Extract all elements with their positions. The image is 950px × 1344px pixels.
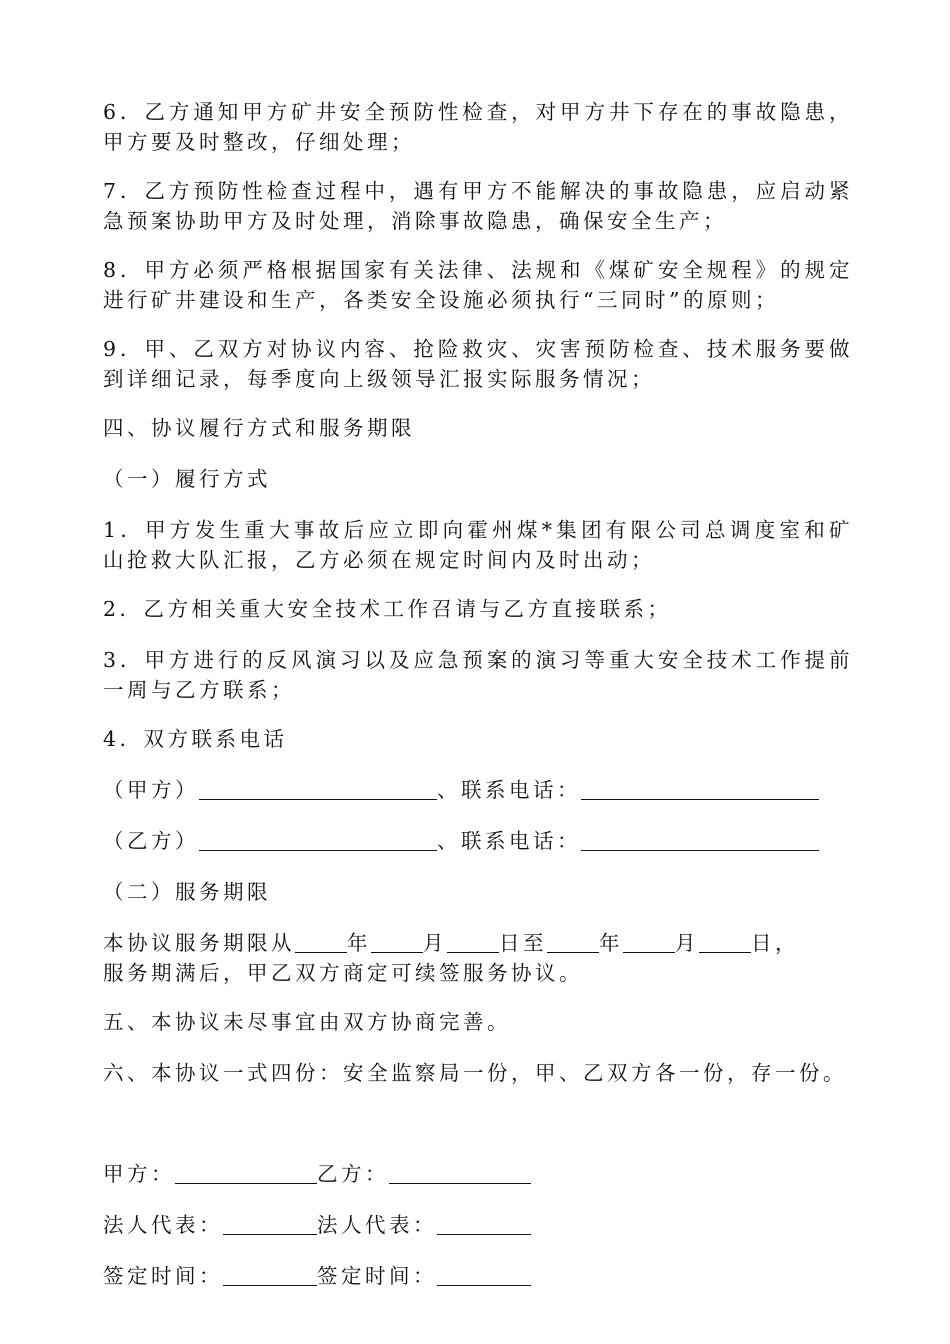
signature-parties-row: [103, 1159, 853, 1189]
party-b-phone-field[interactable]: [581, 830, 819, 851]
year-label-2: 年: [599, 931, 623, 955]
date-a-label: 签定时间：: [103, 1264, 223, 1288]
spacer: [103, 1109, 853, 1159]
date-a-field[interactable]: [223, 1265, 317, 1286]
subsection-term: （二）服务期限: [103, 880, 271, 904]
performance-item-2: 2．乙方相关重大安全技术工作召请与乙方直接联系；: [103, 597, 672, 621]
document-page: [103, 97, 853, 1312]
clause-9: 9．甲、乙双方对协议内容、抢险救灾、灾害预防检查、技术服务要做到详细记录，每季度向上级领导汇报实际服务情况；: [103, 337, 853, 391]
year-label: 年: [347, 931, 371, 955]
start-month-field[interactable]: [371, 932, 423, 953]
end-year-field[interactable]: [547, 932, 599, 953]
section-5: 五、本协议未尽事宜由双方协商完善。: [103, 1010, 511, 1034]
month-label-2: 月: [675, 931, 699, 955]
performance-item-1: 1．甲方发生重大事故后应立即向霍州煤*集团有限公司总调度室和矿山抢救大队汇报，乙方必须在规定时间内及时出动；: [103, 518, 853, 572]
service-term-paragraph: [103, 928, 853, 988]
subsection-performance: （一）履行方式: [103, 467, 271, 491]
service-term-renewal: 服务期满后，甲乙双方商定可续签服务协议。: [103, 961, 583, 985]
rep-b-label: 法人代表：: [317, 1213, 437, 1237]
performance-item-3: 3．甲方进行的反风演习以及应急预案的演习等重大安全技术工作提前一周与乙方联系；: [103, 648, 853, 702]
end-day-field[interactable]: [699, 932, 751, 953]
performance-item-4: 4．双方联系电话: [103, 727, 288, 751]
signature-rep-row: [103, 1210, 853, 1240]
rep-a-field[interactable]: [223, 1214, 317, 1235]
section-4-heading: 四、协议履行方式和服务期限: [103, 416, 415, 440]
day-to-label: 日至: [499, 931, 547, 955]
party-a-contact-row: [103, 775, 853, 805]
party-b-phone-label: 、联系电话：: [437, 829, 581, 853]
rep-b-field[interactable]: [437, 1214, 531, 1235]
party-a-name-field[interactable]: [199, 779, 437, 800]
party-b-name-field[interactable]: [199, 830, 437, 851]
term-prefix: 本协议服务期限从: [103, 931, 295, 955]
rep-a-label: 法人代表：: [103, 1213, 223, 1237]
party-a-phone-field[interactable]: [581, 779, 819, 800]
signature-date-row: [103, 1261, 853, 1291]
clause-6: 6．乙方通知甲方矿井安全预防性检查，对甲方井下存在的事故隐患，甲方要及时整改，仔细处理；: [103, 100, 853, 154]
party-a-phone-label: 、联系电话：: [437, 778, 581, 802]
day-end-label: 日，: [751, 931, 799, 955]
party-b-label: （乙方）: [103, 829, 199, 853]
section-6: 六、本协议一式四份：安全监察局一份，甲、乙双方各一份，存一份。: [103, 1061, 847, 1085]
sign-party-b-field[interactable]: [389, 1163, 531, 1184]
start-day-field[interactable]: [447, 932, 499, 953]
party-a-label: （甲方）: [103, 778, 199, 802]
sign-party-a-label: 甲方：: [103, 1162, 175, 1186]
sign-party-a-field[interactable]: [175, 1163, 317, 1184]
end-month-field[interactable]: [623, 932, 675, 953]
clause-7: 7．乙方预防性检查过程中，遇有甲方不能解决的事故隐患，应启动紧急预案协助甲方及时处理，消除事故隐患，确保安全生产；: [103, 179, 853, 233]
service-term-line: [103, 931, 799, 955]
date-b-label: 签定时间：: [317, 1264, 437, 1288]
clause-8: 8．甲方必须严格根据国家有关法律、法规和《煤矿安全规程》的规定进行矿井建设和生产，各类安全设施必须执行“三同时”的原则；: [103, 258, 853, 312]
party-b-contact-row: [103, 826, 853, 856]
month-label: 月: [423, 931, 447, 955]
sign-party-b-label: 乙方：: [317, 1162, 389, 1186]
start-year-field[interactable]: [295, 932, 347, 953]
date-b-field[interactable]: [437, 1265, 531, 1286]
